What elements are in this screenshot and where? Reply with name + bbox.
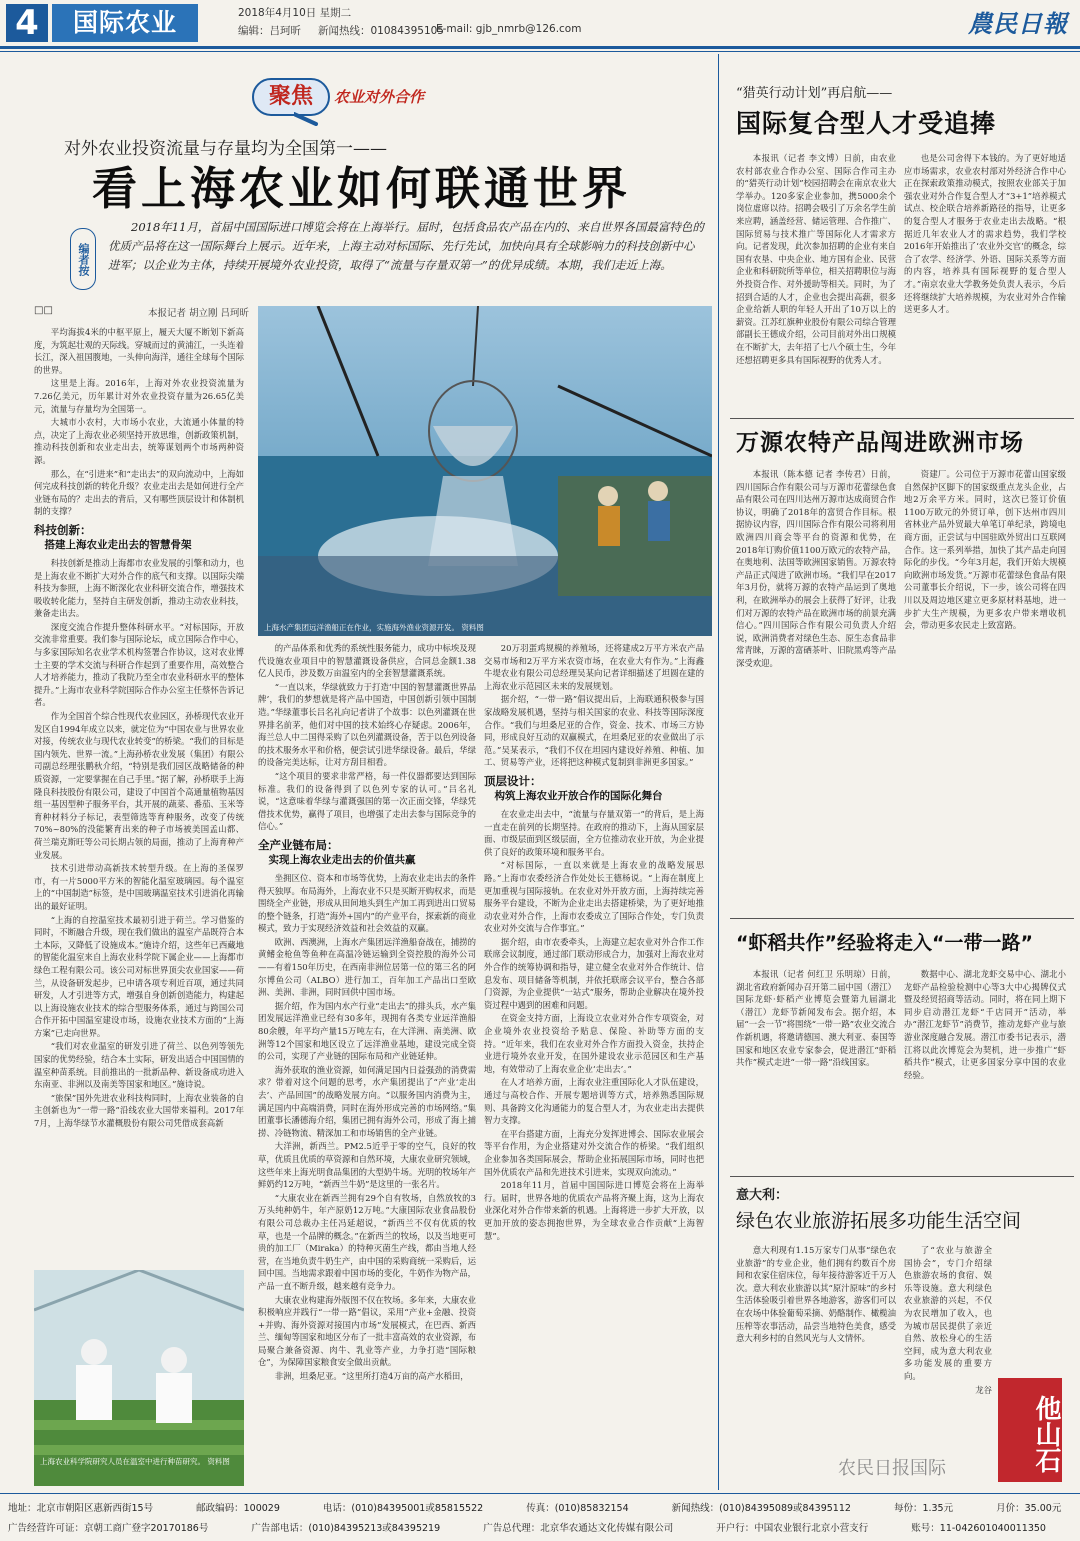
- paragraph: 坐拥区位、资本和市场等优势，上海农业走出去的条件得天独厚。布局海外，上海农业不只是买断开购权求，而是围绕全产业链，形成从田间地头到生产加工再到进出口贸易的整个链条，打造“海外+国内”的产业平台，探索新的商业模式，致力于实现经济效益和社会效益的双赢。: [258, 872, 476, 934]
- footer-fax: 传真：(010)85832154: [526, 1503, 629, 1514]
- footer-ad-phone: 广告部电话：(010)84395213或84395219: [251, 1523, 441, 1534]
- paragraph: 数据中心、湖北龙虾交易中心、湖北小龙虾产品检验检测中心等3大中心揭牌仪式暨及经贸招商等活动。同时，将在同上期下同步启动潜江龙虾“千店同开”活动，举办“潜江龙虾节”消费节，推动龙虾产业与旅游业深度融合发展。潜江市委书记表示，潜江将以此次博览会为契机，进一步推广“虾稻共作”模式，让更多国家分享中国的农业经验。: [904, 969, 1066, 1080]
- article-headline: 看上海农业如何联通世界: [92, 162, 632, 215]
- article-headline: “虾稻共作”经验将走入“一带一路”: [736, 932, 1033, 954]
- footer-price-month: 月价：35.00元: [996, 1503, 1062, 1514]
- paragraph: 20万羽蛋鸡规模的养殖场，还将建成2万平方米农产品交易市场和2万平方米农资市场，在农业大有作为。”上海鑫牛堤农业有限公司总经理吴某向记者详细描述了坦圆在建的上海农业示范园区未来的发展规划。: [484, 643, 704, 691]
- article-column: [904, 968, 1066, 1172]
- paragraph: 大城市小农村，大市场小农业，大流通小体量的特点，决定了上海农业必须坚持开放思维，创新政策机制，推动科技创新和农业走出去，统筹谋划两个市场两种资源。: [34, 417, 244, 465]
- photo-caption: 上海水产集团远洋渔船正在作业，实施海外渔业资源开发。 资料图: [264, 623, 484, 632]
- paragraph: “我们对农业温室的研发引进了荷兰、以色列等领先国家的优势经验，结合本土实际，研发出适合中国国情的温室种苗系统。目前推出的一批新品种、新设备成功进入东南亚、非洲以及南美等国家和地区。”施诗说。: [34, 1041, 244, 1090]
- footer-rule: [0, 1493, 1080, 1494]
- footer-bank: 开户行：中国农业银行北京小营支行: [716, 1523, 869, 1534]
- masthead: [0, 0, 1080, 44]
- paragraph: 这里是上海。2016年，上海对外农业投资流量为7.26亿美元，历年累计对外农业投资存量为26.65亿美元，流量与存量均为全国第一。: [34, 378, 244, 414]
- paragraph: 也是公司舍得下本钱的。为了更好地适应市场需求，农业农村部对外经济合作中心正在探索政策推动模式，按照农业部关于加强农业对外合作复合型人才“3+1”培养模式试点、校企联合培养新路径的指导，让更多的复合型人才服务于农业走出去战略。“根据近几年农业人才的需求趋势，我们学校2016年开始推出了‘农业外交官’的概念，综合了农学、经济学、外语、国际关系等方面的内容，培养具有国际视野的复合型人才。”南京农业大学教务处负责人表示，今后还将继续扩大培养规模，为农业对外合作输送更多人才。: [904, 153, 1066, 315]
- subheading: 搭建上海农业走出去的智慧骨架: [44, 538, 192, 551]
- column-divider: [718, 54, 719, 1490]
- subheading: 实现上海农业走出去的价值共赢: [268, 853, 416, 866]
- article-column-3: [484, 642, 704, 1486]
- greenhouse-photo: [34, 1270, 244, 1486]
- paragraph: 海外获取的渔业资源，如何满足国内日益强劲的消费需求？带着对这个问题的思考，水产集团提出了“产业‘走出去’、产品回国”的战略发展方向。“以服务国内消费为主，满足国内中高端消费，同时在海外形成完善的市场网络。”集团董事长潘德海介绍，集团已拥有海外公司，形成了海上捕捞、冷链物流、精深加工和市场销售的全产业链。: [258, 1064, 476, 1138]
- article-column: [904, 468, 1066, 914]
- editor-credit: 编辑：吕珂昕: [238, 25, 301, 37]
- magnifier-handle-icon: [294, 112, 320, 126]
- footer-price-sheet: 每份：1.35元: [893, 1503, 954, 1514]
- page-number: 4: [6, 4, 48, 42]
- paragraph: “旅保”国外先进农业科技构同时，上海农业装备的自主创新也为“一带一路”沿线农业大国带来福利。2017年7月，上海华绿节水灌概股份有限公司凭借成套高新: [34, 1092, 244, 1129]
- paragraph: 据介绍，“一带一路”倡议提出后，上海联通积极参与国家战略发展机遇，坚持与相关国家的农业、科技等国际深度合作。“我们与坦桑尼亚的合作，资金、技术、市场三方协同，形成良好互动的双赢模式，在坦桑尼亚的农业做出了示范。”吴某表示，“我们不仅在坦园内建设好养殖、种植、加工、贸易等产业，还将把这种模式复制到非洲更多国家。”: [484, 694, 704, 768]
- article-headline: 国际复合型人才受追捧: [736, 109, 997, 138]
- subheading: 构筑上海农业开放合作的国际化舞台: [494, 789, 663, 802]
- paragraph: 2018年11月，首届中国国际进口博览会将在上海举行。届时，世界各地的优质农产品将齐聚上海，这为上海农业深化对外合作带来新的机遇。上海将进一步扩大开放，以更加开放的姿态拥抱世界，为全球农业合作贡献“上海智慧”。: [484, 1180, 704, 1241]
- article-headline: 绿色农业旅游拓展多功能生活空间: [736, 1210, 1022, 1232]
- paragraph: 深度交流合作提升整体科研水平。“对标国际，开放交流非常重要。我们参与国际论坛，成立国际合作中心，与多家国际知名农业学术机构签署合作协议，这对农业博士主要的学术交流与科研合作起到了重要作用，高效整合人才培养能力，推动了我院乃至全市农业科研水平的整体提升。”上海市农业科学院国际合作办公室主任蔡怀告诉记者。: [34, 621, 244, 708]
- editor-note-tag: 编者按: [70, 228, 96, 290]
- byline-marker: □□: [34, 305, 53, 316]
- paragraph: 非洲，坦桑尼亚。“这里所打造4万亩的高产水稻田，: [274, 1371, 469, 1382]
- article-column: [736, 468, 896, 914]
- paragraph: 欧洲、西澳洲，上海水产集团远洋渔船奋战在，捕捞的黄鳍金枪鱼等鱼种在高温冷链运输到全资控股的海外公司——有着150年历史，在西南非洲位居第一位的第三名的阿尔博鱼公司（ALBO）进行加工，百年加工产品出口至欧洲、美洲、非洲，同时回供中国市场。: [258, 936, 476, 998]
- photo-caption: 上海农业科学院研究人员在温室中进行种苗研究。 资料图: [40, 1457, 230, 1466]
- paragraph: 据介绍，作为国内水产行业“走出去”的排头兵，水产集团发展远洋渔业已经有30多年，现拥有各类专业远洋渔船80余艘，年平均产量15万吨左右，在大洋洲、南美洲、欧洲等12个国家和地区设立了远洋渔业基地，建设完成全资的公司，实现了产业链的国际布局和产业链延伸。: [258, 1000, 476, 1062]
- column-stamp: 他山石: [998, 1378, 1062, 1482]
- paragraph: 本报讯（陈本德 记者 李传君）日前，四川国际合作有限公司与万源市花蕾绿色食品有限公司在四川达州万源市达成商贸合作协议，明确了2018年的富贸合作目标。根据协议内容，四川国际合作有限公司将利用欧洲四川商会等平台的资源和优势，在2018年订购价值1100万欧元的农特产品，在奥地利、法国等欧洲国家销售。万源农特产品正式闯进了欧洲市场。“我们早在2017年3月份，就将万源的农特产品运到了奥地利，在欧洲举办的展会上获得了好评，让我们对万源的农特产品在欧洲市场的前景充满信心。”四川国际合作有限公司负责人介绍说，欧洲消费者对绿色生态、原生态食品非常青睐，万源的富硒茶叶、旧院黑鸡等产品深受欢迎。: [736, 469, 896, 668]
- paragraph: “大康农业在新西兰拥有29个自有牧场，自然放牧的3万头纯种奶牛，年产原奶12万吨。”大康国际农业食品股份有限公司总裁办主任冯延超说，“新西兰不仅有优质的牧草，也是一个品牌的概念。”在新西兰的牧场，以及当地更可贵的加工厂（Miraka）的特种灭菌生产线，都由当地人经营，在当地负责牛奶生产，由中国的采购商统一采购后，运回中国。当地需求跟着中国市场的变化，牛奶作为物产品，产品一直不断升级，越来越有竞争力。: [258, 1192, 476, 1291]
- article-column: [736, 968, 896, 1172]
- footer-news-hotline: 新闻热线：(010)84395089或84395112: [671, 1503, 851, 1514]
- paragraph: “这个项目的要求非常严格，每一件仪器都要达到国际标准。我们的设备得到了以色列专家的认可。”吕名礼说，“这意味着华绿与灌溉强国的第一次正面交锋，华绿凭借技术优势，赢得了项目，也增强了走出去参与国际竞争的信心。”: [258, 770, 476, 832]
- byline: 本报记者 胡立刚 吕珂昕: [148, 308, 250, 319]
- paragraph: 平均海拔4米的中枢平原上，履天大厦不断划下新高度，为筑起壮观的天际线。穿城而过的黄浦江，一头连着长江，深入祖国腹地，一头伸向海洋，通往全球每个国际的世界。: [34, 327, 244, 375]
- paragraph: 据介绍，由市农委牵头，上海建立起农业对外合作工作联席会议制度，通过部门联动形成合力，加强对上海农业对外合作的统筹协调和指导，建立健全农业对外合作统计、信息发布、项目储备等机制，并依托联席会议平台，整合各部门资源，为企业提供“一站式”服务，帮助企业解决在境外投资过程中遇到的困难和问题。: [484, 936, 704, 1010]
- date-line: 2018年4月10日 星期二: [238, 7, 352, 19]
- paragraph: 在资金支持方面，上海设立农业对外合作专项资金，对企业境外农业投资给予贴息、保险、补助等方面的支持。“近年来，我们在农业对外合作方面投入资金，扶持企业进行境外农业开发，在国外建设农业示范园区和生产基地，有效带动了上海农业企业‘走出去’。”: [484, 1013, 704, 1074]
- paragraph: 本报讯（记者 何红卫 乐明琼）日前，湖北省政府新闻办召开第二届中国（潜江）国际龙虾·虾稻产业博览会暨第九届湖北（潜江）龙虾节新闻发布会。据介绍，本届“一会一节”将围绕“一带一路”农业交流合作新机遇，将邀请德国、澳大利亚、泰国等国家和地区农业专家参会，促进潜江“虾稻共作”模式走进“一带一路”沿线国家。: [736, 969, 896, 1068]
- news-hotline: 新闻热线：01084395105: [318, 25, 444, 37]
- paragraph: “上海的自控温室技术最初引进于荷兰。学习借鉴的同时，不断融合升级，现在我们做出的温室产品既符合本土本际，又降低了设施成本。”施诗介绍，这些年已西藏地的智能化温室来自上海农业科学院下属企业——上海都市绿色工程有限公司。该公司对标世界顶尖农业国家——荷兰，从设备研发起步，已申请各项专利近百项，通过共同研发，人才引进等方式，增强自身创新创造能力，构建起以上海设施农业技术的综合型服务体系，通过与跨国公司合作开拓中国温室建设市场，设施农业技术方面的“上海方案”已走向世界。: [34, 914, 244, 1038]
- subheading-label: 科技创新：: [34, 522, 92, 537]
- article-kicker: “猎英行动计划”再启航——: [736, 86, 893, 101]
- footer-agent: 广告总代理：北京华农通达文化传媒有限公司: [483, 1523, 674, 1534]
- article-separator: [730, 918, 1074, 919]
- footer-line-2: [8, 1520, 1080, 1534]
- footer-phone: 电话：(010)84395001或85815522: [322, 1503, 484, 1514]
- paragraph: 大康农业构建海外版图不仅在牧场。多年来，大康农业积极响应并践行“一带一路”倡议，采用“产业+金融、投资+并购、海外资源对接国内市场”发展模式，在巴西、新西兰、缅甸等国家和地区分布了一批丰富高效的农业资源，布局聚合兼备资源、肉牛、乳业等产业，力争打造“国际粮仓”，为保障国家粮食安全做出贡献。: [258, 1294, 476, 1368]
- subheading-label: 顶层设计：: [484, 773, 542, 788]
- paragraph: 那么，在“引进来”和“走出去”的双向流动中，上海如何完成科技创新的转化升级？农业走出去是如何进行全产业链布局的？走出去的背后，又有哪些顶层设计和体制机制的支撑？: [34, 468, 244, 517]
- paragraph: 的产品体系和优秀的系统性服务能力，成功中标埃及现代设施农业项目中的智慧灌溉设备供应，合同总金额1.38亿人民币，涉及数万亩温室内的全套智慧灌溉系统。: [258, 643, 476, 679]
- article-separator: [730, 418, 1074, 419]
- paragraph: 技术引进带动高新技术转型升级。在上海的圣保罗市，有一片5000平方米的智能化温室玻璃园。每个温室上的“中国制造”标签，是中国玻璃温室技术引进消化再输出的最好证明。: [34, 863, 244, 911]
- footer-line-1: [8, 1500, 1080, 1514]
- article-headline: 万源农特产品闯进欧洲市场: [736, 430, 1024, 456]
- article-column: [736, 152, 896, 414]
- paragraph: 作为全国首个综合性现代农业园区，孙桥现代农业开发区自1994年成立以来，就定位为“中国农业与世界农业对接，传统农业与现代农业转变”的桥梁。“我们的目标是国内领先、世界一流。”上海孙桥农业发展（集团）有限公司副总经理张鹏秋介绍，“特别是我们园区战略储备的种质资源，一定要掌握在自己手里。”据了解，孙桥联手上海隆良科技股份有限公司，建设了中国首个高通量植物基因组一基因型种子服务平台，其开展的蔬菜、番茄、玉米等育种材料分子标记，表型筛选等育种服务，改变了传统70%~80%的没能繁育出来的种子市场被美国孟山都、荷兰瑞克斯旺等公司长期占领的局面，推动了上海育种产业发展。: [34, 711, 244, 860]
- paragraph: 在平台搭建方面，上海充分发挥进博会、国际农业展会等平台作用，为企业搭建对外交流合作的桥梁。“我们组织企业参加各类国际展会，帮助企业拓展国际市场，同时也把国外优质农产品和先进技术引进来，实现双向流动。”: [484, 1128, 704, 1177]
- article-kicker: 意大利：: [736, 1188, 789, 1203]
- paragraph: 科技创新是推动上海都市农业发展的引擎和动力，也是上海农业不断扩大对外合作的底气和支撑。以国际尖端科技为参照，上海不断深化农业科研交流合作，增强技术吸收转化能力，坚持自主研发创新，推动主动农业科技，兼备走出去。: [34, 557, 244, 619]
- footer-license: 广告经营许可证：京朝工商广登字20170186号: [8, 1523, 209, 1534]
- email: E-mail: gjb_nmrb@126.com: [436, 23, 582, 35]
- article-column: [904, 152, 1066, 414]
- subheading-label: 全产业链布局：: [258, 837, 339, 852]
- footer-zip: 邮政编码：100029: [196, 1503, 280, 1514]
- footer-address: 地址：北京市朝阳区惠新西街15号: [8, 1503, 154, 1514]
- paragraph: 了“农业与旅游全国协会”，专门介绍绿色旅游农场的食宿、娱乐等设施。意大利绿色农业旅游的兴起，不仅为农民增加了收入，也为城市居民提供了亲近自然、放松身心的生活空间，成为意大利农业多功能发展的重要方向。: [904, 1245, 992, 1381]
- focus-badge: 聚焦: [252, 78, 330, 116]
- focus-subtitle: 农业对外合作: [334, 88, 425, 106]
- author: 龙谷: [975, 1384, 992, 1395]
- paragraph: “一直以来，华绿就致力于打造‘中国的智慧灌溉世界品牌’，我们的梦想就是将产品中国造，中国创新引领中国制造。”华绿董事长吕名礼向记者讲了个故事：以色列灌溉在世界排名前茅，他们对中国的技术始终心存疑虑。2006年，海兰总人中二国得采购了以色列灌溉设备，苦于以色列设备的技术服务水平和价格，便尝试引进华绿设备。最后，华绿的设备完美达标，让对方刮目相看。: [258, 681, 476, 768]
- paragraph: “对标国际，一直以来就是上海农业的战略发展思路。”上海市农委经济合作处处长王德杨说。“上海在制度上更加重视与国际接轨。在农业对外开放方面，上海持续完善服务平台建设，不断为企业走出去搭建桥梁，为了更好地推动农业对外合作，上海市农委成立了国际合作处，专门负责农业对外交流与合作事宜。”: [484, 860, 704, 934]
- paragraph: 意大利现有1.15万家专门从事“绿色农业旅游”的专业企业，他们拥有约数百个房间和农家住宿床位，每年接待游客近千万人次。意大利农业旅游以其“原汁原味”的乡村生活体验吸引着世界各地游客，游客们可以在农场中体验葡萄采摘、奶酪制作、橄榄油压榨等农事活动，品尝当地特色美食，感受意大利乡村的自然风光与人文情怀。: [736, 1245, 896, 1344]
- footer-account: 账号：11-042601040011350: [911, 1523, 1046, 1534]
- paragraph: 本报讯（记者 李文博）日前，由农业农村部农业合作办公室、国际合作司主办的“猎英行动计划”校园招聘会在南京农业大学举办。120多家企业参加，携5000余个岗位虚席以待。招聘会吸引了万余名学生前来应聘，涵盖经营、储运管理、合作推广、国际贸易与技术推广等国际化人才需求方向。记者发现，此次参加招聘的企业有来自国有农垦、中央企业、地方国有企业、民营企业和科研院所等单位，相关招聘职位与海外投资合作、对外援助等相关。同时，为了招到合适的人才，企业也会提出高薪，很多企业给新人职的年轻人开出了10万以上的薪资。江苏红旗种业股份有限公司综合管理部副长王德成介绍，公司目前对外出口规模在不断扩大，去年招了七八个硕士生，今年还想招聘更多具有国际视野的优秀人才。: [736, 153, 896, 365]
- editor-note: 2018年11月，首届中国国际进口博览会将在上海举行。届时，包括食品农产品在内的、来自世界各国最富特色的优质产品将在这一国际舞台上展示。近年来，上海主动对标国际、先行先试，加快向具有全球影响力的科技创新中心进军；以企业为主体，持续开展境外农业投资，取得了“流量与存量双第一”的优异成绩。本期，我们走近上海。: [108, 220, 704, 272]
- paragraph: 在农业走出去中，“流量与存量双第一”的背后，是上海一直走在前列的长期坚持。在政府的推动下，上海从国家层面、市级层面到区级层面，全方位推动农业开放，为企业提供了良好的政策环境和服务平台。: [484, 808, 704, 857]
- paragraph: 大洋洲，新西兰。PM2.5近乎于零的空气，良好的牧草，优质且优质的草资源和自然环境，大康农业研究领域，这些年来上海光明食品集团的大型奶牛场。光明的牧场年产鲜奶约12万吨，“新西兰牛奶”是这里的一张名片。: [258, 1141, 476, 1190]
- paragraph: 资建厂。公司位于万源市花蕾山国家级自然保护区脚下的国家级重点龙头企业，占地2万余平方米。同时，这次已签订价值1100万欧元的外贸订单，创下达州市四川省林业产品外贸最大单笔订单纪录，跨境电商方面，正尝试与中国驻欧外贸出口互联网合作。这一系列举措，加快了其产品走向国际化的步伐。“今年3月起，我们开始大规模向欧洲市场发货。”万源市花蕾绿色食品有限公司董事长介绍说，下一步，该公司将在四川以及周边地区建立更多原材料基地，进一步扩大生产规模，为更多农户带来增收机会，带动更多农民走上致富路。: [904, 469, 1066, 631]
- article-separator: [730, 1176, 1074, 1177]
- newspaper-brand: 農民日報: [968, 9, 1068, 38]
- fishing-photo: [258, 306, 712, 636]
- section-title: 国际农业: [52, 4, 198, 42]
- article-column: [736, 1244, 896, 1484]
- paragraph: 在人才培养方面，上海农业注重国际化人才队伍建设，通过与高校合作、开展专题培训等方式，培养熟悉国际规则、具备跨文化沟通能力的复合型人才，为农业走出去提供智力支撑。: [484, 1077, 704, 1126]
- top-rule-thin: [0, 51, 1080, 52]
- article-kicker: 对外农业投资流量与存量均为全国第一——: [64, 139, 387, 159]
- top-rule: [0, 46, 1080, 49]
- wechat-watermark: 农民日报国际: [838, 1458, 946, 1479]
- article-column: [904, 1244, 992, 1484]
- article-column-2: [258, 642, 476, 1486]
